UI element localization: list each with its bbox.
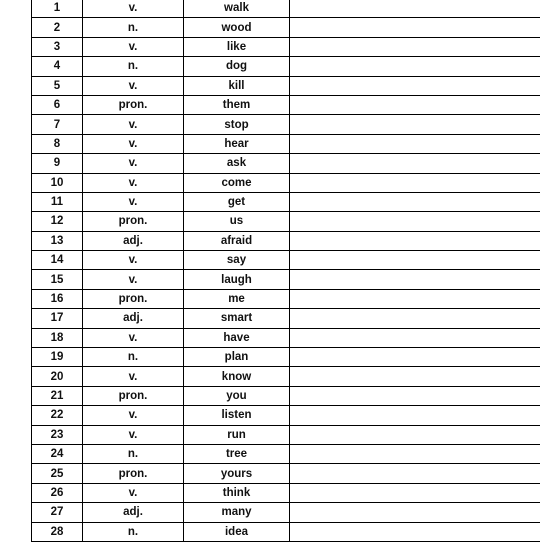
part-of-speech: v. bbox=[83, 173, 184, 192]
table-row bbox=[32, 367, 540, 386]
row-number: 26 bbox=[32, 483, 83, 502]
answer-blank[interactable] bbox=[290, 18, 540, 37]
answer-blank[interactable] bbox=[290, 328, 540, 347]
table-row bbox=[32, 406, 540, 425]
table-row bbox=[32, 270, 540, 289]
table-row bbox=[32, 57, 540, 76]
part-of-speech: pron. bbox=[83, 464, 184, 483]
answer-blank[interactable] bbox=[290, 309, 540, 328]
word-cell: smart bbox=[184, 309, 290, 328]
row-number: 25 bbox=[32, 464, 83, 483]
row-number: 15 bbox=[32, 270, 83, 289]
row-number: 28 bbox=[32, 522, 83, 541]
word-cell: wood bbox=[184, 18, 290, 37]
table-row bbox=[32, 212, 540, 231]
row-number: 12 bbox=[32, 212, 83, 231]
word-cell: run bbox=[184, 425, 290, 444]
row-number: 24 bbox=[32, 444, 83, 463]
part-of-speech: n. bbox=[83, 18, 184, 37]
answer-blank[interactable] bbox=[290, 154, 540, 173]
word-cell: many bbox=[184, 503, 290, 522]
word-cell: walk bbox=[184, 0, 290, 18]
table-row bbox=[32, 173, 540, 192]
table-row bbox=[32, 522, 540, 541]
word-cell: ask bbox=[184, 154, 290, 173]
table-row bbox=[32, 251, 540, 270]
table-row bbox=[32, 154, 540, 173]
word-cell: get bbox=[184, 192, 290, 211]
row-number: 22 bbox=[32, 406, 83, 425]
word-cell: laugh bbox=[184, 270, 290, 289]
word-cell: like bbox=[184, 37, 290, 56]
row-number: 21 bbox=[32, 386, 83, 405]
part-of-speech: v. bbox=[83, 134, 184, 153]
answer-blank[interactable] bbox=[290, 37, 540, 56]
part-of-speech: n. bbox=[83, 444, 184, 463]
part-of-speech: v. bbox=[83, 251, 184, 270]
vocabulary-table bbox=[31, 0, 540, 542]
part-of-speech: adj. bbox=[83, 503, 184, 522]
table-row bbox=[32, 289, 540, 308]
row-number: 3 bbox=[32, 37, 83, 56]
table-row bbox=[32, 309, 540, 328]
table-row bbox=[32, 231, 540, 250]
part-of-speech: n. bbox=[83, 348, 184, 367]
part-of-speech: pron. bbox=[83, 95, 184, 114]
table-row bbox=[32, 37, 540, 56]
part-of-speech: adj. bbox=[83, 231, 184, 250]
answer-blank[interactable] bbox=[290, 425, 540, 444]
row-number: 7 bbox=[32, 115, 83, 134]
part-of-speech: n. bbox=[83, 57, 184, 76]
part-of-speech: v. bbox=[83, 0, 184, 18]
table-row bbox=[32, 348, 540, 367]
row-number: 11 bbox=[32, 192, 83, 211]
part-of-speech: adj. bbox=[83, 309, 184, 328]
part-of-speech: v. bbox=[83, 270, 184, 289]
row-number: 5 bbox=[32, 76, 83, 95]
row-number: 4 bbox=[32, 57, 83, 76]
row-number: 18 bbox=[32, 328, 83, 347]
answer-blank[interactable] bbox=[290, 348, 540, 367]
table-row bbox=[32, 134, 540, 153]
part-of-speech: v. bbox=[83, 37, 184, 56]
answer-blank[interactable] bbox=[290, 95, 540, 114]
word-cell: know bbox=[184, 367, 290, 386]
row-number: 8 bbox=[32, 134, 83, 153]
word-cell: idea bbox=[184, 522, 290, 541]
row-number: 2 bbox=[32, 18, 83, 37]
row-number: 27 bbox=[32, 503, 83, 522]
word-cell: plan bbox=[184, 348, 290, 367]
table-row bbox=[32, 386, 540, 405]
row-number: 1 bbox=[32, 0, 83, 18]
part-of-speech: v. bbox=[83, 76, 184, 95]
part-of-speech: v. bbox=[83, 115, 184, 134]
answer-blank[interactable] bbox=[290, 503, 540, 522]
part-of-speech: v. bbox=[83, 425, 184, 444]
word-cell: have bbox=[184, 328, 290, 347]
row-number: 19 bbox=[32, 348, 83, 367]
word-cell: listen bbox=[184, 406, 290, 425]
table-row bbox=[32, 464, 540, 483]
row-number: 17 bbox=[32, 309, 83, 328]
part-of-speech: v. bbox=[83, 406, 184, 425]
part-of-speech: n. bbox=[83, 522, 184, 541]
word-cell: afraid bbox=[184, 231, 290, 250]
table-row bbox=[32, 503, 540, 522]
row-number: 9 bbox=[32, 154, 83, 173]
answer-blank[interactable] bbox=[290, 57, 540, 76]
table-row bbox=[32, 76, 540, 95]
word-cell: come bbox=[184, 173, 290, 192]
row-number: 13 bbox=[32, 231, 83, 250]
part-of-speech: v. bbox=[83, 367, 184, 386]
answer-blank[interactable] bbox=[290, 483, 540, 502]
row-number: 23 bbox=[32, 425, 83, 444]
row-number: 10 bbox=[32, 173, 83, 192]
part-of-speech: pron. bbox=[83, 289, 184, 308]
answer-blank[interactable] bbox=[290, 464, 540, 483]
word-cell: me bbox=[184, 289, 290, 308]
table-row bbox=[32, 115, 540, 134]
word-cell: think bbox=[184, 483, 290, 502]
answer-blank[interactable] bbox=[290, 0, 540, 18]
word-cell: you bbox=[184, 386, 290, 405]
answer-blank[interactable] bbox=[290, 289, 540, 308]
part-of-speech: v. bbox=[83, 483, 184, 502]
word-cell: stop bbox=[184, 115, 290, 134]
table-row bbox=[32, 425, 540, 444]
table-row bbox=[32, 0, 540, 18]
row-number: 6 bbox=[32, 95, 83, 114]
word-cell: yours bbox=[184, 464, 290, 483]
word-cell: say bbox=[184, 251, 290, 270]
answer-blank[interactable] bbox=[290, 367, 540, 386]
vocabulary-table-body bbox=[32, 0, 540, 541]
answer-blank[interactable] bbox=[290, 444, 540, 463]
answer-blank[interactable] bbox=[290, 76, 540, 95]
row-number: 16 bbox=[32, 289, 83, 308]
word-cell: them bbox=[184, 95, 290, 114]
answer-blank[interactable] bbox=[290, 173, 540, 192]
answer-blank[interactable] bbox=[290, 270, 540, 289]
answer-blank[interactable] bbox=[290, 522, 540, 541]
word-cell: us bbox=[184, 212, 290, 231]
table-row bbox=[32, 328, 540, 347]
answer-blank[interactable] bbox=[290, 406, 540, 425]
answer-blank[interactable] bbox=[290, 251, 540, 270]
answer-blank[interactable] bbox=[290, 212, 540, 231]
table-row bbox=[32, 444, 540, 463]
table-row bbox=[32, 95, 540, 114]
part-of-speech: v. bbox=[83, 192, 184, 211]
part-of-speech: v. bbox=[83, 154, 184, 173]
word-cell: tree bbox=[184, 444, 290, 463]
part-of-speech: v. bbox=[83, 328, 184, 347]
answer-blank[interactable] bbox=[290, 231, 540, 250]
word-cell: hear bbox=[184, 134, 290, 153]
part-of-speech: pron. bbox=[83, 386, 184, 405]
answer-blank[interactable] bbox=[290, 192, 540, 211]
word-cell: kill bbox=[184, 76, 290, 95]
table-row bbox=[32, 192, 540, 211]
row-number: 14 bbox=[32, 251, 83, 270]
answer-blank[interactable] bbox=[290, 386, 540, 405]
table-row bbox=[32, 483, 540, 502]
answer-blank[interactable] bbox=[290, 115, 540, 134]
word-cell: dog bbox=[184, 57, 290, 76]
answer-blank[interactable] bbox=[290, 134, 540, 153]
part-of-speech: pron. bbox=[83, 212, 184, 231]
row-number: 20 bbox=[32, 367, 83, 386]
table-row bbox=[32, 18, 540, 37]
